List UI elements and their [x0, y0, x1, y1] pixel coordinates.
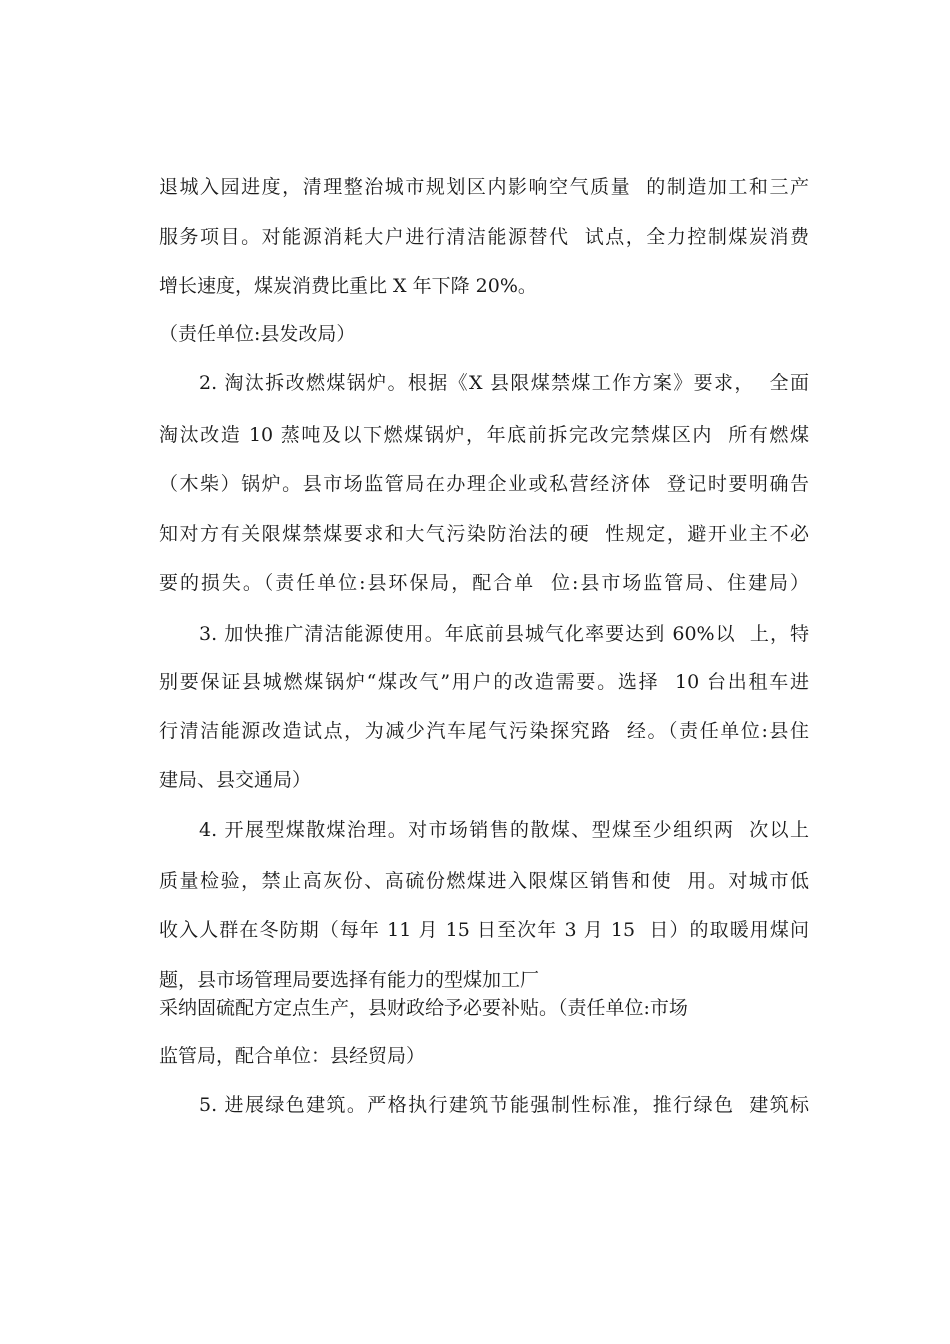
text-line: 3. 加快推广清洁能源使用。年底前县城气化率要达到 60%以 上，特 — [199, 623, 809, 645]
text-line: 增长速度，煤炭消费比重比 X 年下降 20%。 — [159, 275, 537, 297]
text-line: 别要保证县城燃煤锅炉“煤改气”用户的改造需要。选择 10 台出租车进 — [159, 671, 809, 693]
text-line: 知对方有关限煤禁煤要求和大气污染防治法的硬 性规定，避开业主不必 — [159, 523, 809, 545]
text-line: 建局、县交通局） — [159, 769, 312, 791]
text-line: （责任单位:县发改局） — [159, 323, 356, 345]
text-line: 退城入园进度，清理整治城市规划区内影响空气质量 的制造加工和三产 — [159, 176, 809, 198]
text-line: 要的损失。（责任单位:县环保局，配合单 位:县市场监管局、住建局） — [159, 572, 809, 594]
text-line: 收入人群在冬防期（每年 11 月 15 日至次年 3 月 15 日）的取暖用煤问 — [159, 919, 809, 941]
text-line: 题，县市场管理局要选择有能力的型煤加工厂 — [159, 969, 540, 991]
text-line: 行清洁能源改造试点，为减少汽车尾气污染探究路 经。（责任单位:县住 — [159, 720, 809, 742]
text-line: 采纳固硫配方定点生产，县财政给予必要补贴。（责任单位:市场 — [159, 997, 688, 1019]
text-line: 淘汰改造 10 蒸吨及以下燃煤锅炉，年底前拆完改完禁煤区内 所有燃煤 — [159, 424, 809, 446]
text-line: 服务项目。对能源消耗大户进行清洁能源替代 试点，全力控制煤炭消费 — [159, 226, 809, 248]
text-line: 2. 淘汰拆改燃煤锅炉。根据《X 县限煤禁煤工作方案》要求， 全面 — [199, 372, 809, 394]
text-line: 4. 开展型煤散煤治理。对市场销售的散煤、型煤至少组织两 次以上 — [199, 819, 809, 841]
text-line: 5. 进展绿色建筑。严格执行建筑节能强制性标准，推行绿色 建筑标 — [199, 1094, 809, 1116]
text-line: （木柴）锅炉。县市场监管局在办理企业或私营经济体 登记时要明确告 — [159, 473, 809, 495]
text-line: 质量检验，禁止高灰份、高硫份燃煤进入限煤区销售和使 用。对城市低 — [159, 870, 809, 892]
text-line: 监管局，配合单位：县经贸局） — [159, 1045, 426, 1067]
